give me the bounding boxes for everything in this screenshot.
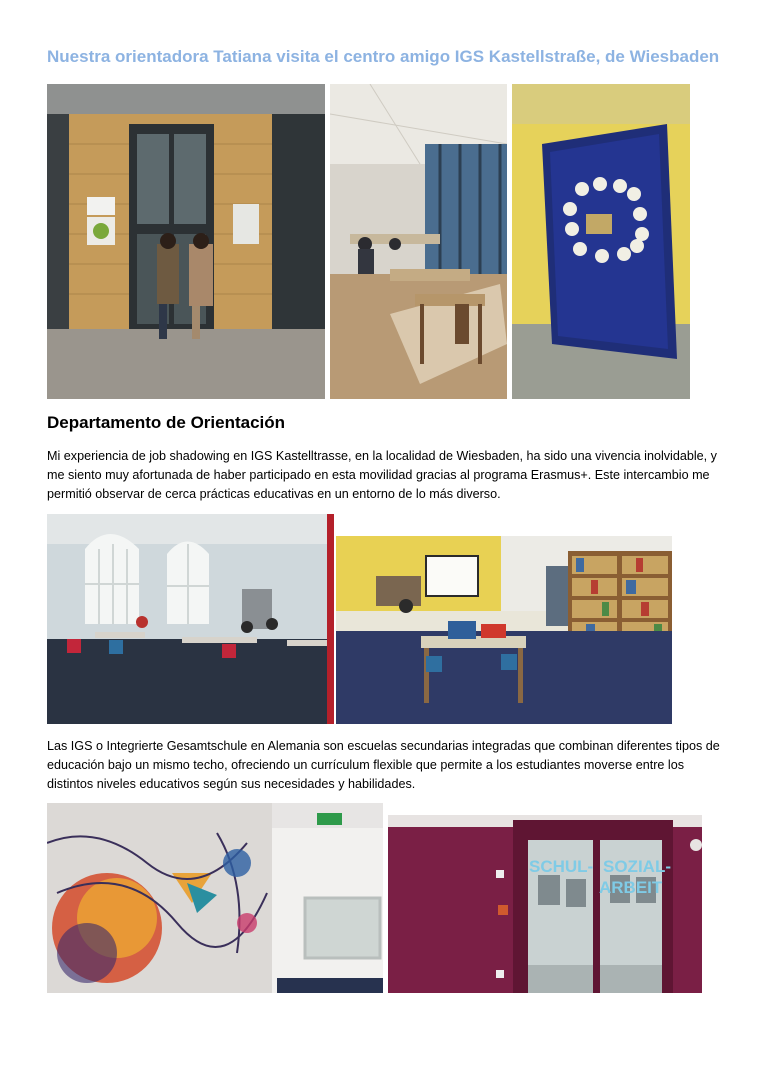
photo-school-entrance xyxy=(47,84,325,399)
photo-mural-hallway xyxy=(47,803,383,993)
photo-library xyxy=(336,536,672,724)
page-title: Nuestra orientadora Tatiana visita el centro amigo IGS Kastellstraße, de Wiesbaden xyxy=(47,47,720,66)
paragraph-igs-description: Las IGS o Integrierte Gesamtschule en Alemania son escuelas secundarias integradas que combinan diferentes tipos de educación bajo un mismo techo, ofreciendo un currículum flexible que permite a los estudiantes moverse entre los distintos niveles educativos según sus necesidades y habilidades. xyxy=(47,739,720,791)
door-sign-line3: SOZIAL- xyxy=(603,857,671,876)
section-heading: Departamento de Orientación xyxy=(47,413,286,432)
photo-orientation-room xyxy=(47,514,334,724)
photo-schulsozialarbeit-door xyxy=(388,815,702,993)
photo-blue-door-hands xyxy=(512,84,690,399)
door-sign-line2: ARBEIT xyxy=(599,878,663,897)
door-sign-line1: SCHUL- xyxy=(529,857,594,876)
paragraph-experience: Mi experiencia de job shadowing en IGS Kastelltrasse, en la localidad de Wiesbaden, ha sido una vivencia inolvidable, y me siento muy afortunada de haber participado en esta movilidad gracias al programa Erasmus+. Este intercambio me permitió observar de cerca prácticas educativas en un entorno de lo más diverso. xyxy=(47,449,717,501)
photo-classroom xyxy=(330,84,507,399)
